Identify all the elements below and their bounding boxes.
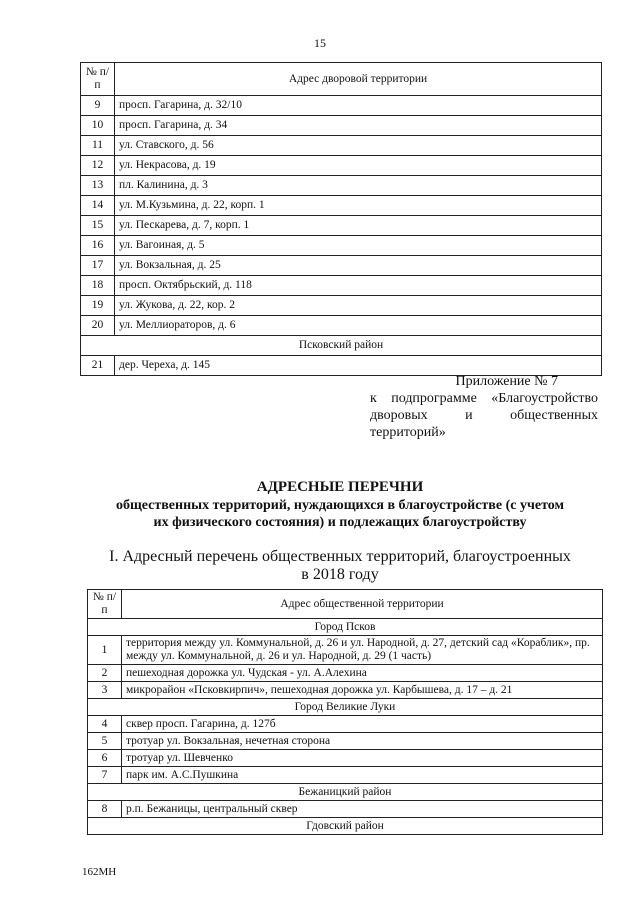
row-number: 2: [88, 665, 122, 682]
section-label: Бежаницкий район: [88, 784, 603, 801]
column-header-address: Адрес дворовой территории: [115, 63, 602, 96]
section-label: Гдовский район: [88, 818, 603, 835]
row-number: 9: [81, 96, 115, 116]
table-row: [81, 216, 602, 236]
table-row: [81, 196, 602, 216]
row-number: 11: [81, 136, 115, 156]
row-address: р.п. Бежаницы, центральный сквер: [122, 801, 603, 818]
table-row: [81, 116, 602, 136]
appendix-line: дворовых и общественных: [370, 408, 598, 423]
appendix-line: к подпрограмме «Благоустройство: [370, 391, 598, 406]
row-address: тротуар ул. Вокзальная, нечетная сторона: [122, 733, 603, 750]
table-row: [81, 256, 602, 276]
row-number: 16: [81, 236, 115, 256]
section-row: [88, 784, 603, 801]
subtitle-line: общественных территорий, нуждающихся в благоустройстве (с учетом: [115, 498, 565, 513]
row-address: парк им. А.С.Пушкина: [122, 767, 603, 784]
row-number: 12: [81, 156, 115, 176]
row-address: ул. Вокзальная, д. 25: [115, 256, 602, 276]
row-number: 21: [81, 356, 115, 376]
row-number: 6: [88, 750, 122, 767]
row-address: ул. Жукова, д. 22, кор. 2: [115, 296, 602, 316]
table-row: [81, 316, 602, 336]
table-row: [88, 682, 603, 699]
row-address: тротуар ул. Шевченко: [122, 750, 603, 767]
table-row: [88, 801, 603, 818]
row-address: ул. Пескарева, д. 7, корп. 1: [115, 216, 602, 236]
row-address: пешеходная дорожка ул. Чудская - ул. А.Алехина: [122, 665, 603, 682]
table-header-row: [81, 63, 602, 96]
table-row: [88, 716, 603, 733]
row-number: 10: [81, 116, 115, 136]
section-title: [70, 548, 610, 584]
table-row: [88, 767, 603, 784]
section-label: Псковский район: [81, 336, 602, 356]
section-row: [88, 619, 603, 636]
document-code: 162МН: [82, 866, 117, 878]
table-row: [81, 276, 602, 296]
section-title-line: в 2018 году: [301, 566, 379, 583]
section-label: Город Великие Луки: [88, 699, 603, 716]
page-title: АДРЕСНЫЕ ПЕРЕЧНИ: [256, 479, 424, 495]
page-subtitle: [70, 497, 610, 531]
table-row: [81, 136, 602, 156]
row-address: ул. Меллиораторов, д. 6: [115, 316, 602, 336]
section-row: [88, 818, 603, 835]
row-address: микрорайон «Псковкирпич», пешеходная дорожка ул. Карбышева, д. 17 – д. 21: [122, 682, 603, 699]
row-number: 7: [88, 767, 122, 784]
page-number: 15: [314, 36, 326, 50]
courtyard-addresses-table: [80, 62, 602, 376]
table-row: [81, 296, 602, 316]
table-row: [88, 665, 603, 682]
row-number: 17: [81, 256, 115, 276]
section-row: [81, 336, 602, 356]
section-title-line: I. Адресный перечень общественных территорий, благоустроенных: [109, 548, 571, 565]
row-address: сквер просп. Гагарина, д. 127б: [122, 716, 603, 733]
row-address: территория между ул. Коммунальной, д. 26 и ул. Народной, д. 27, детский сад «Кораблик», пр. между ул. Коммунальной, д. 26 и ул. Народной, д. 29 (1 часть): [122, 636, 603, 665]
public-territories-table: [87, 589, 603, 835]
row-number: 20: [81, 316, 115, 336]
row-address: ул. Ставского, д. 56: [115, 136, 602, 156]
table-row: [88, 636, 603, 665]
row-address: просп. Октябрьский, д. 118: [115, 276, 602, 296]
row-number: 4: [88, 716, 122, 733]
row-number: 18: [81, 276, 115, 296]
row-address: ул. Вагоиная, д. 5: [115, 236, 602, 256]
subtitle-line: их физического состояния) и подлежащих благоустройству: [153, 515, 527, 530]
row-address: пл. Калинина, д. 3: [115, 176, 602, 196]
row-number: 5: [88, 733, 122, 750]
table-row: [81, 176, 602, 196]
table-row: [88, 733, 603, 750]
appendix-line: территорий»: [370, 425, 446, 440]
row-number: 1: [88, 636, 122, 665]
table-row: [88, 750, 603, 767]
column-header-number: № п/п: [88, 590, 122, 619]
row-number: 8: [88, 801, 122, 818]
column-header-address: Адрес общественной территории: [122, 590, 603, 619]
row-number: 13: [81, 176, 115, 196]
row-address: просп. Гагарина, д. 34: [115, 116, 602, 136]
table-header-row: [88, 590, 603, 619]
row-number: 3: [88, 682, 122, 699]
row-address: дер. Череха, д. 145: [115, 356, 602, 376]
column-header-number: № п/п: [81, 63, 115, 96]
appendix-note: [370, 373, 598, 441]
table-row: [81, 236, 602, 256]
row-number: 19: [81, 296, 115, 316]
table-row: [81, 156, 602, 176]
table-row: [81, 96, 602, 116]
row-address: ул. Некрасова, д. 19: [115, 156, 602, 176]
row-address: просп. Гагарина, д. 32/10: [115, 96, 602, 116]
row-address: ул. М.Кузьмина, д. 22, корп. 1: [115, 196, 602, 216]
section-row: [88, 699, 603, 716]
row-number: 15: [81, 216, 115, 236]
row-number: 14: [81, 196, 115, 216]
appendix-title: Приложение № 7: [455, 374, 558, 389]
section-label: Город Псков: [88, 619, 603, 636]
